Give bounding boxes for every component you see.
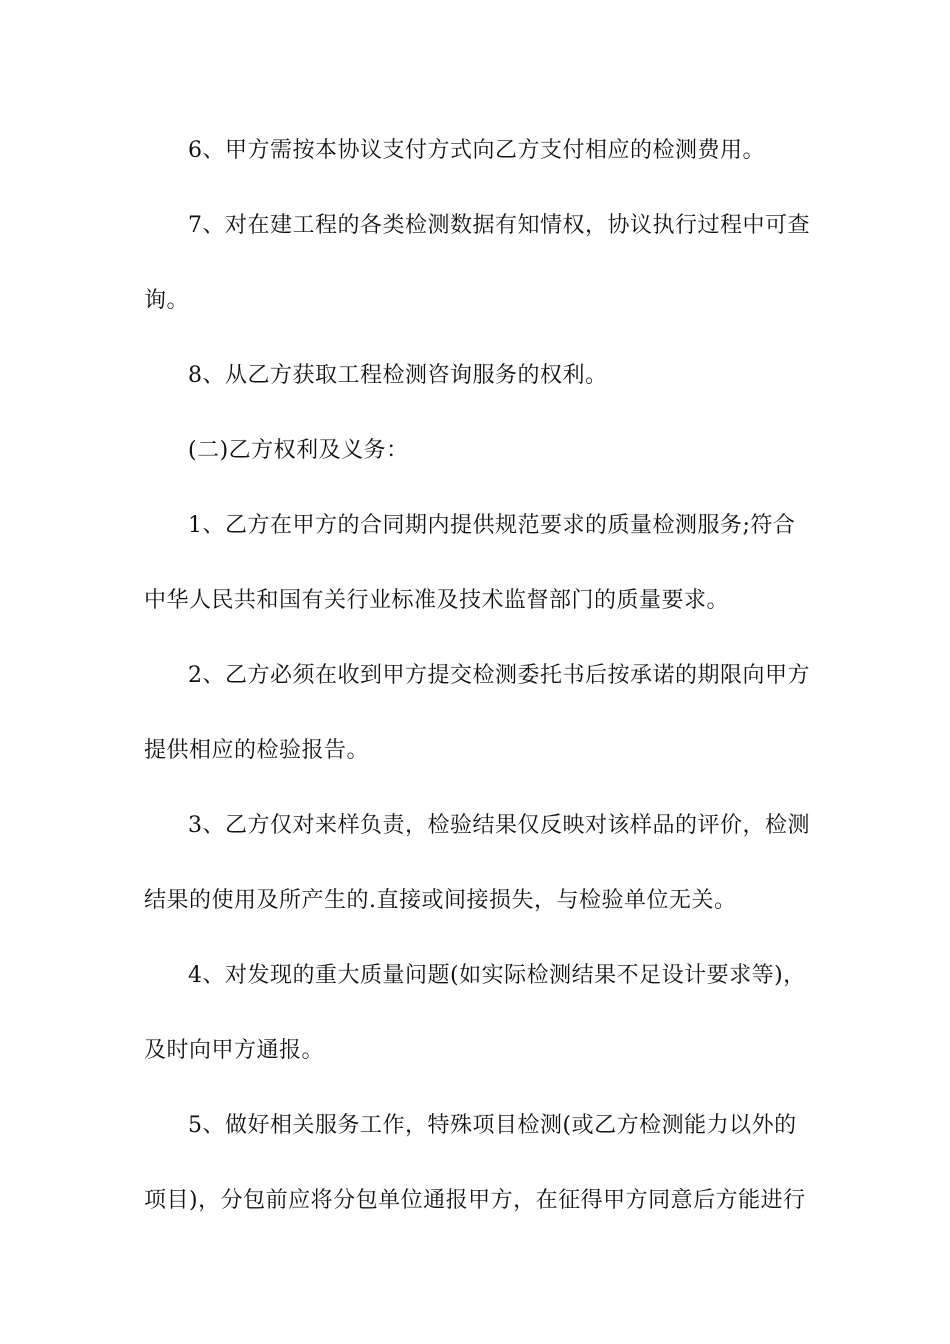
b-clause-2-line-2: 提供相应的检验报告。 — [144, 738, 370, 763]
clause-8-line: 8、从乙方获取工程检测咨询服务的权利。 — [188, 363, 608, 388]
b-clause-1-line-2: 中华人民共和国有关行业标准及技术监督部门的质量要求。 — [144, 588, 730, 613]
b-clause-5-line-1: 5、做好相关服务工作，特殊项目检测(或乙方检测能力以外的 — [188, 1113, 797, 1138]
b-clause-4-line-1: 4、对发现的重大质量问题(如实际检测结果不足设计要求等)， — [188, 963, 806, 988]
b-clause-4-line-2: 及时向甲方通报。 — [144, 1038, 325, 1063]
b-clause-2-line-1: 2、乙方必须在收到甲方提交检测委托书后按承诺的期限向甲方 — [188, 663, 810, 688]
clause-7-line-2: 询。 — [144, 288, 190, 313]
section-heading-party-b: (二)乙方权利及义务： — [188, 438, 409, 463]
b-clause-3-line-1: 3、乙方仅对来样负责，检验结果仅反映对该样品的评价，检测 — [188, 813, 810, 838]
b-clause-1-line-1: 1、乙方在甲方的合同期内提供规范要求的质量检测服务;符合 — [188, 513, 796, 538]
clause-7-line-1: 7、对在建工程的各类检测数据有知情权，协议执行过程中可查 — [188, 213, 810, 238]
b-clause-5-line-2: 项目)，分包前应将分包单位通报甲方，在征得甲方同意后方能进行 — [144, 1188, 806, 1213]
clause-6-line: 6、甲方需按本协议支付方式向乙方支付相应的检测费用。 — [188, 138, 765, 163]
b-clause-3-line-2: 结果的使用及所产生的.直接或间接损失，与检验单位无关。 — [144, 888, 737, 913]
